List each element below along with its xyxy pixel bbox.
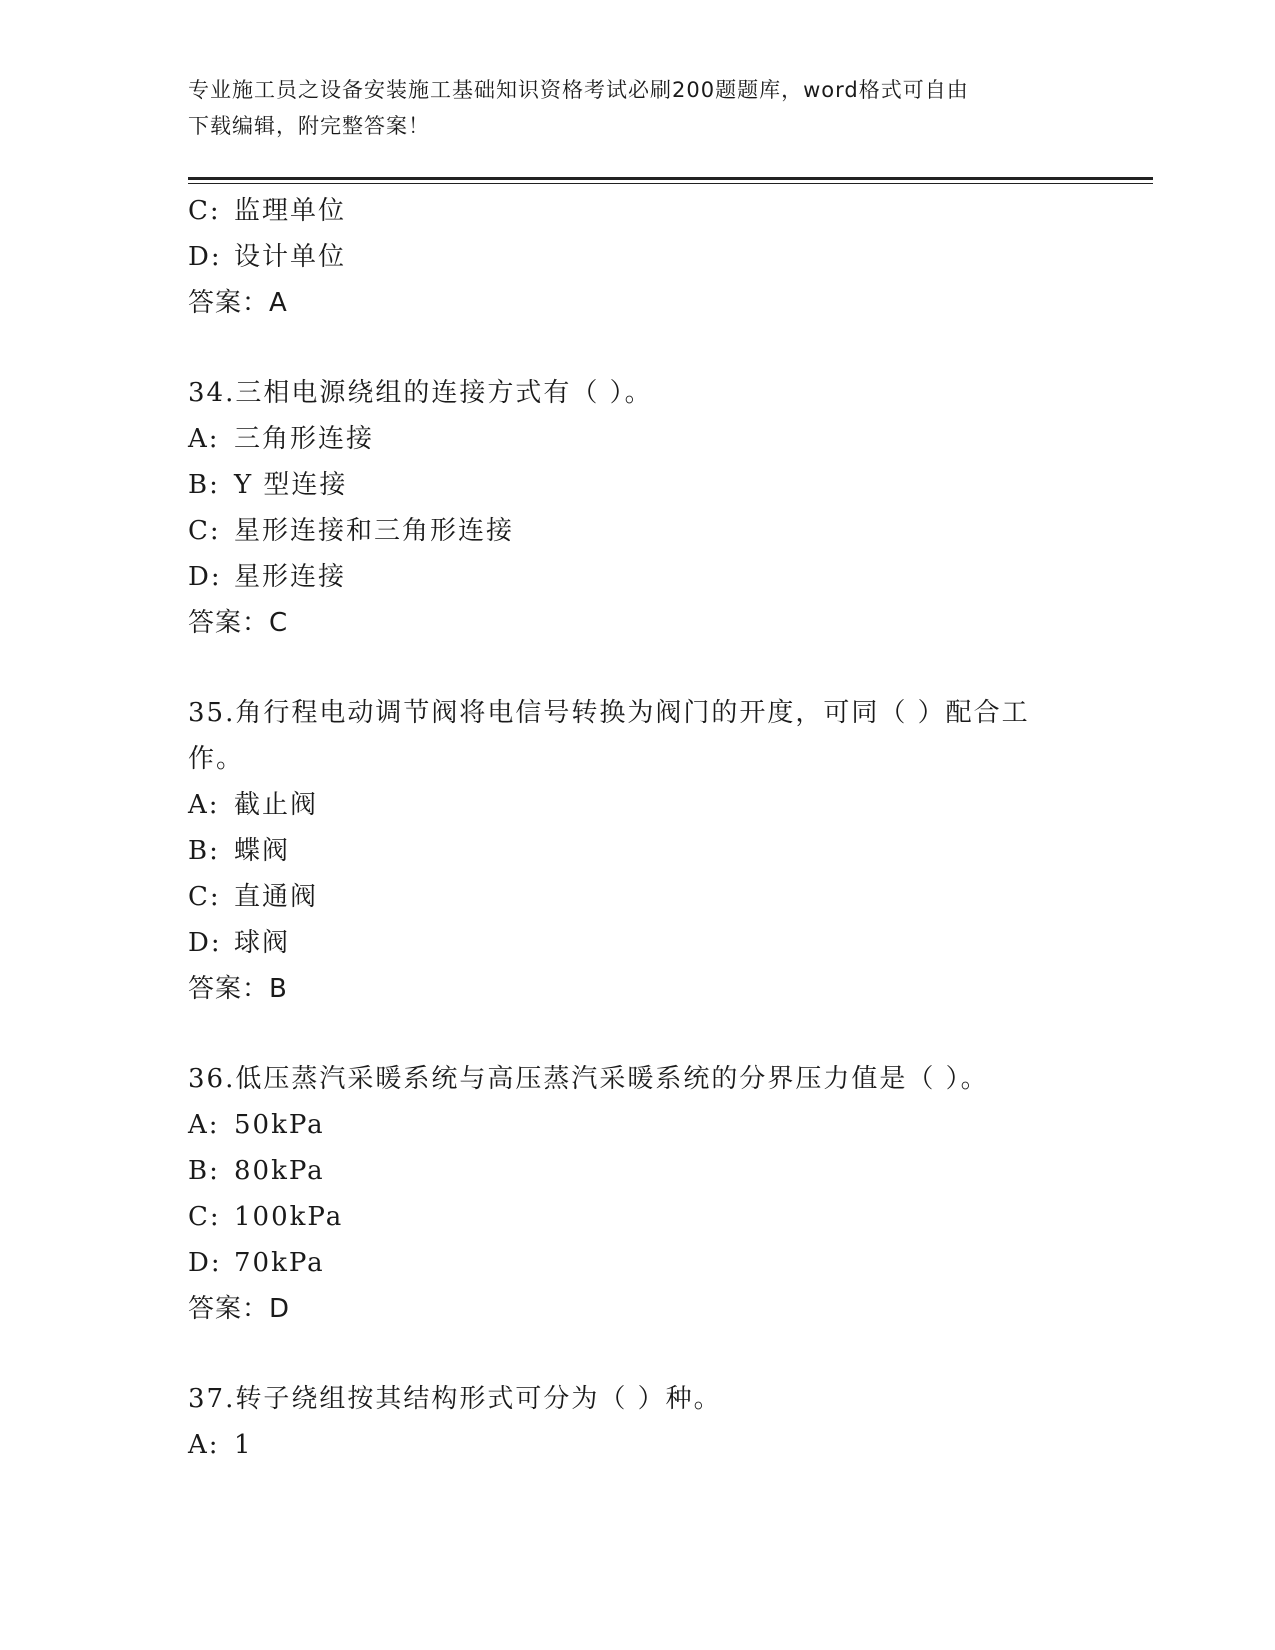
answer-line: 答案：A <box>188 288 288 318</box>
header-line-1: 专业施工员之设备安装施工基础知识资格考试必刷200题题库，word格式可自由 <box>188 78 969 102</box>
document-header <box>188 72 1088 144</box>
option-letter: B: <box>188 836 220 866</box>
option-text: 50kPa <box>234 1110 325 1140</box>
option-a <box>188 1422 1068 1468</box>
option-text: 三角形连接 <box>234 424 375 454</box>
option-text: Y 型连接 <box>234 470 348 500</box>
option-text: 监理单位 <box>234 196 347 226</box>
header-divider-thin <box>188 183 1153 184</box>
option-b <box>188 1148 1068 1194</box>
option-letter: B: <box>188 470 220 500</box>
question-36 <box>188 1056 1068 1332</box>
option-a <box>188 782 1068 828</box>
option-b <box>188 828 1068 874</box>
option-letter: D: <box>188 242 222 272</box>
option-text: 球阀 <box>234 928 291 958</box>
question-37 <box>188 1376 1068 1468</box>
option-text: 星形连接和三角形连接 <box>234 516 515 546</box>
question-34 <box>188 370 1068 646</box>
option-letter: C: <box>188 882 221 912</box>
answer-line: 答案：D <box>188 1294 291 1324</box>
option-a <box>188 1102 1068 1148</box>
option-text: 星形连接 <box>234 562 347 592</box>
option-c <box>188 1194 1068 1240</box>
option-d <box>188 554 1068 600</box>
option-d <box>188 1240 1068 1286</box>
answer-line: 答案：B <box>188 974 288 1004</box>
option-letter: D: <box>188 562 222 592</box>
option-text: 设计单位 <box>234 242 347 272</box>
option-text: 70kPa <box>234 1248 325 1278</box>
option-d <box>188 920 1068 966</box>
option-letter: D: <box>188 1248 222 1278</box>
option-b <box>188 462 1068 508</box>
option-c <box>188 874 1068 920</box>
option-text: 80kPa <box>234 1156 325 1186</box>
option-letter: C: <box>188 1202 221 1232</box>
option-c <box>188 188 1068 234</box>
question-stem: 37.转子绕组按其结构形式可分为（ ）种。 <box>188 1384 722 1414</box>
option-letter: A: <box>188 1110 220 1140</box>
question-stem: 36.低压蒸汽采暖系统与高压蒸汽采暖系统的分界压力值是（ ）。 <box>188 1064 989 1094</box>
question-stem: 35.角行程电动调节阀将电信号转换为阀门的开度，可同（ ）配合工 <box>188 698 1030 728</box>
option-letter: A: <box>188 790 220 820</box>
option-letter: B: <box>188 1156 220 1186</box>
header-divider-thick <box>188 177 1153 180</box>
option-text: 蝶阀 <box>234 836 291 866</box>
option-a <box>188 416 1068 462</box>
option-d <box>188 234 1068 280</box>
question-stem: 34.三相电源绕组的连接方式有（ ）。 <box>188 378 653 408</box>
option-letter: A: <box>188 1430 220 1460</box>
question-carryover <box>188 188 1068 326</box>
option-text: 截止阀 <box>234 790 319 820</box>
option-letter: A: <box>188 424 220 454</box>
question-stem-continued: 作。 <box>188 744 245 774</box>
option-text: 直通阀 <box>234 882 319 912</box>
option-c <box>188 508 1068 554</box>
question-list <box>188 188 1068 1468</box>
option-letter: C: <box>188 516 221 546</box>
answer-line: 答案：C <box>188 608 289 638</box>
option-text: 100kPa <box>234 1202 344 1232</box>
question-35 <box>188 690 1068 1012</box>
option-text: 1 <box>234 1430 253 1460</box>
header-line-2: 下载编辑，附完整答案！ <box>188 114 430 138</box>
option-letter: D: <box>188 928 222 958</box>
option-letter: C: <box>188 196 221 226</box>
